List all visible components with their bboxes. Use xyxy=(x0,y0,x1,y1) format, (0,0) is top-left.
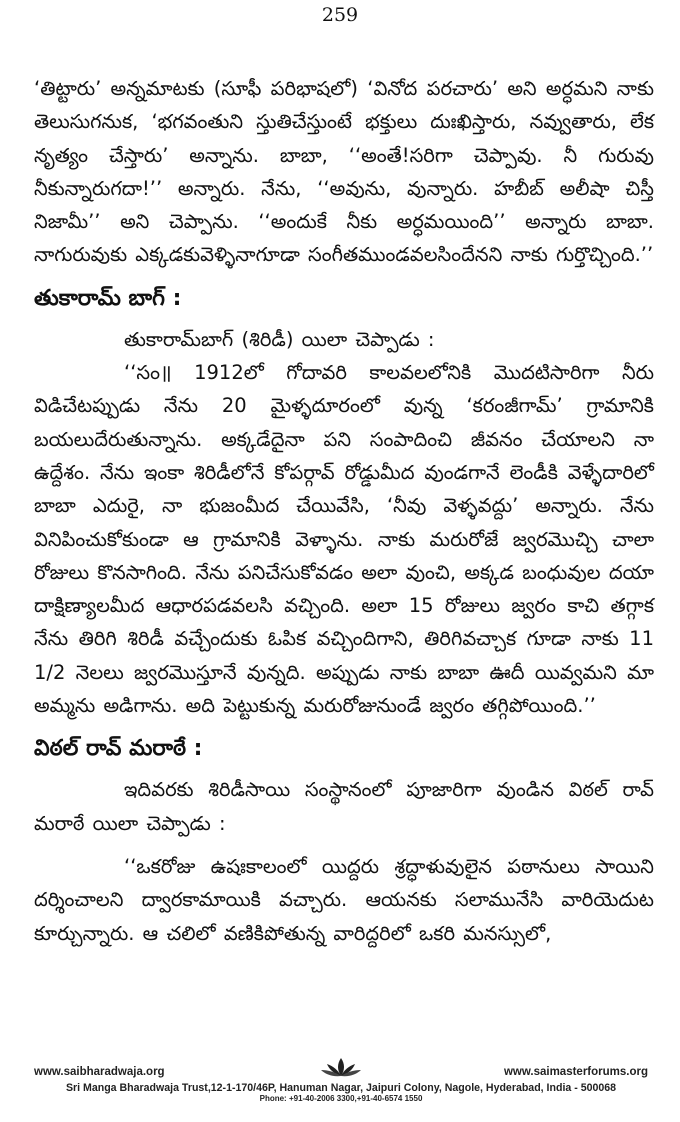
lotus-emblem-icon xyxy=(319,1056,363,1078)
section-heading-tukaram-bag: తుకారామ్ బాగ్ : xyxy=(34,285,182,311)
paragraph-intro-vithal: ఇదివరకు శిరిడీసాయి సంస్థానంలో పూజారిగా వుండిన విఠల్ రావ్ మరాఠే యిలా చెప్పాడు : xyxy=(34,778,654,835)
page-number: 259 xyxy=(321,4,359,26)
paragraph-continuation: ‘తిట్టారు’ అన్నమాటకు (సూఫీ పరిభాషలో) ‘వినోద పరచారు’ అని అర్ధమని నాకు తెలుసుగనుక, ‘భగవంతుని స్తుతిచేస్తుంటే భక్తులు దుఃఖిస్తారు, నవ్వుతారు, లేక నృత్యం చేస్తారు’ అన్నాను. బాబా, ‘‘అంతే!సరిగా చెప్పావు. నీ గురువు నీకున్నారుగదా!’’ అన్నారు. నేను, ‘‘అవును, వున్నారు. హబీబ్ అలీషా చిస్తీ నిజామీ’’ అని చెప్పాను. ‘‘అందుకే నీకు అర్ధమయింది’’ అన్నారు బాబా. నాగురువుకు ఎక్కడకువెళ్ళినాగూడా సంగీతముండవలసిందేనని నాకు గుర్తొచ్చింది.’’ xyxy=(34,77,654,267)
footer-website-right[interactable]: www.saimasterforums.org xyxy=(503,1066,648,1078)
paragraph-tukaram-story: ‘‘సం॥ 1912లో గోదావరి కాలవలలోనికి మొదటిసారిగా నీరు విడిచేటప్పుడు నేను 20 మైళ్ళదూరంలో వున్న ‘కరంజీగామ్’ గ్రామానికి బయలుదేరుతున్నాను. అక్కడేదైనా పని సంపాదించి జీవనం చేయాలని నా ఉద్దేశం. నేను ఇంకా శిరిడీలోనే కోపర్గావ్ రోడ్డుమీద వుండగానే లెండీకి వెళ్ళేదారిలో బాబా ఎదురై, నా భుజంమీద చేయివేసి, ‘నీవు వెళ్ళవద్దు’ అన్నారు. నేను వినిపించుకోకుండా ఆ గ్రామానికి వెళ్ళాను. నాకు మరురోజే జ్వరమొచ్చి చాలా రోజులు కొనసాగింది. నేను పనిచేసుకోవడం అలా వుంచి, అక్కడ బంధువుల దయా దాక్షిణ్యాలమీద ఆధారపడవలసి వచ్చింది. అలా 15 రోజులు జ్వరం కాచి తగ్గాక నేను తిరిగి శిరిడీ వచ్చేందుకు ఓపిక వచ్చిందిగాని, తిరిగివచ్చాక గూడా నాకు 11 1/2 నెలలు జ్వరమొస్తూనే వున్నది. అప్పుడు నాకు బాబా ఊదీ యివ్వమని మా అమ్మను అడిగాను. అది పెట్టుకున్న మరురోజునుండే జ్వరం తగ్గిపోయింది.’’ xyxy=(34,361,654,718)
footer-website-left[interactable]: www.saibharadwaja.org xyxy=(34,1066,165,1078)
footer-trust-address: Sri Manga Bharadwaja Trust,12-1-170/46P, Hanuman Nagar, Jaipuri Colony, Nagole, Hyderabad, India - 500068 xyxy=(65,1082,617,1094)
paragraph-vithal-story: ‘‘ఒకరోజు ఉషఃకాలంలో యిద్దరు శ్రద్ధాళువులైన పఠానులు సాయిని దర్శించాలని ద్వారకామాయికి వచ్చారు. ఆయనకు సలామునేసి వారియెదుట కూర్చున్నారు. ఆ చలిలో వణికిపోతున్న వారిద్దరిలో ఒకరి మనస్సులో, xyxy=(34,854,654,945)
page-footer xyxy=(34,1066,648,1116)
section-heading-vithal-rao: విఠల్ రావ్ మరాఠే : xyxy=(34,736,203,762)
footer-phone: Phone: +91-40-2006 3300,+91-40-6574 1550 xyxy=(259,1094,423,1103)
paragraph-intro-tukaram: తుకారామ్‌బాగ్ (శిరిడీ) యిలా చెప్పాడు : xyxy=(124,327,435,351)
page-body xyxy=(34,72,654,950)
